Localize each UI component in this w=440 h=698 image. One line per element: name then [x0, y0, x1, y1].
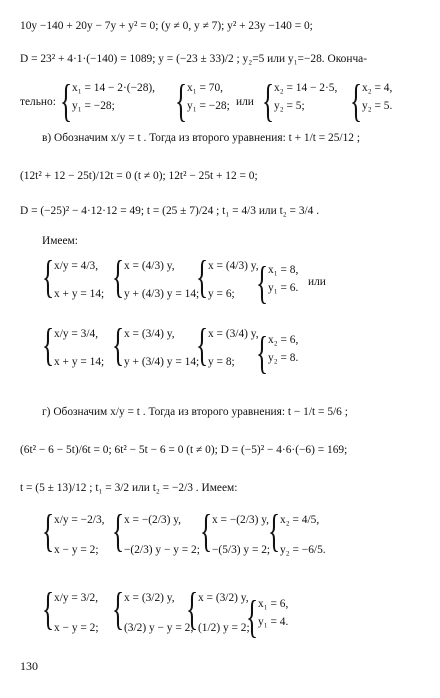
system-row: x₁ = 6, — [258, 598, 289, 610]
system-row: x₁ = 70, — [187, 82, 224, 94]
brace-icon: { — [42, 505, 55, 556]
text-line: в) Обозначим x/y = t . Тогда из второго уравнения: t + 1/t = 25/12 ; — [42, 132, 360, 144]
system-row: x/y = 4/3, — [54, 260, 99, 272]
system-row: y₁ = −28; — [72, 100, 115, 112]
brace-icon: { — [200, 505, 213, 556]
equation-line: (6t² − 6 − 5t)/6t = 0; 6t² − 5t − 6 = 0 (t ≠ 0); D = (−5)² − 4·6·(−6) = 169; — [20, 444, 348, 456]
system-row: x₁ = 8, — [268, 264, 299, 276]
system-row: x + y = 14; — [54, 288, 105, 300]
system-row: x = (3/2) y, — [124, 592, 175, 604]
brace-icon: { — [112, 583, 125, 634]
system-row: x = (4/3) y, — [124, 260, 175, 272]
brace-icon: { — [60, 75, 73, 126]
system-row: x/y = 3/4, — [54, 328, 99, 340]
system-row: x/y = 3/2, — [54, 592, 99, 604]
system-row: x − y = 2; — [54, 544, 99, 556]
brace-icon: { — [350, 75, 363, 126]
brace-icon: { — [256, 257, 269, 308]
system-row: y₁ = 6. — [268, 282, 299, 294]
system-row: −(2/3) y − y = 2; — [124, 544, 200, 556]
system-row: y = 8; — [208, 356, 235, 368]
system-row: x₁ = 14 − 2·(−28), — [72, 82, 156, 94]
system-row: x₂ = 6, — [268, 334, 299, 346]
system-row: y₂ = 5. — [362, 100, 393, 112]
text-line: или — [236, 96, 254, 108]
system-row: −(5/3) y = 2; — [212, 544, 271, 556]
text-line: или — [308, 276, 326, 288]
brace-icon: { — [42, 583, 55, 634]
system-row: y₂ = 5; — [274, 100, 305, 112]
brace-icon: { — [112, 505, 125, 556]
system-row: x = (3/4) y, — [208, 328, 259, 340]
system-row: y₂ = −6/5. — [280, 544, 326, 556]
system-row: y₁ = 4. — [258, 616, 289, 628]
text-line: Имеем: — [42, 235, 78, 247]
system-row: x₂ = 4/5, — [280, 514, 320, 526]
system-row: y₂ = 8. — [268, 352, 299, 364]
brace-icon: { — [256, 327, 269, 378]
system-row: y + (4/3) y = 14; — [124, 288, 200, 300]
text-line: г) Обозначим x/y = t . Тогда из второго уравнения: t − 1/t = 5/6 ; — [42, 406, 348, 418]
system-row: (1/2) y = 2; — [198, 622, 250, 634]
brace-icon: { — [42, 319, 55, 370]
brace-icon: { — [268, 505, 281, 556]
brace-icon: { — [112, 251, 125, 302]
system-row: y₁ = −28; — [187, 100, 230, 112]
system-row: x = −(2/3) y, — [124, 514, 182, 526]
system-row: x − y = 2; — [54, 622, 99, 634]
equation-line: t = (5 ± 13)/12 ; t₁ = 3/2 или t₂ = −2/3 . Имеем: — [20, 482, 238, 494]
system-row: y = 6; — [208, 288, 235, 300]
brace-icon: { — [196, 251, 209, 302]
system-row: x + y = 14; — [54, 356, 105, 368]
brace-icon: { — [262, 75, 275, 126]
system-row: x = (3/4) y, — [124, 328, 175, 340]
system-row: x = −(2/3) y, — [212, 514, 270, 526]
equation-line: D = 23² + 4·1·(−140) = 1089; y = (−23 ± 33)/2 ; y₂=5 или y₁=−28. Оконча- — [20, 53, 368, 65]
system-row: x₂ = 4, — [362, 82, 393, 94]
system-row: x₂ = 14 − 2·5, — [274, 82, 338, 94]
equation-line: D = (−25)² − 4·12·12 = 49; t = (25 ± 7)/24 ; t₁ = 4/3 или t₂ = 3/4 . — [20, 205, 320, 217]
system-row: x = (4/3) y, — [208, 260, 259, 272]
brace-icon: { — [186, 583, 199, 634]
brace-icon: { — [196, 319, 209, 370]
brace-icon: { — [175, 75, 188, 126]
brace-icon: { — [112, 319, 125, 370]
text-line: тельно: — [20, 96, 56, 108]
system-row: (3/2) y − y = 2; — [124, 622, 194, 634]
brace-icon: { — [246, 591, 259, 642]
equation-line: (12t² + 12 − 25t)/12t = 0 (t ≠ 0); 12t² − 25t + 12 = 0; — [20, 170, 258, 182]
system-row: x/y = −2/3, — [54, 514, 105, 526]
equation-line: 10y −140 + 20y − 7y + y² = 0; (y ≠ 0, y ≠ 7); y² + 23y −140 = 0; — [20, 20, 313, 32]
system-row: x = (3/2) y, — [198, 592, 249, 604]
system-row: y + (3/4) y = 14; — [124, 356, 200, 368]
page-number: 130 — [20, 659, 38, 673]
brace-icon: { — [42, 251, 55, 302]
